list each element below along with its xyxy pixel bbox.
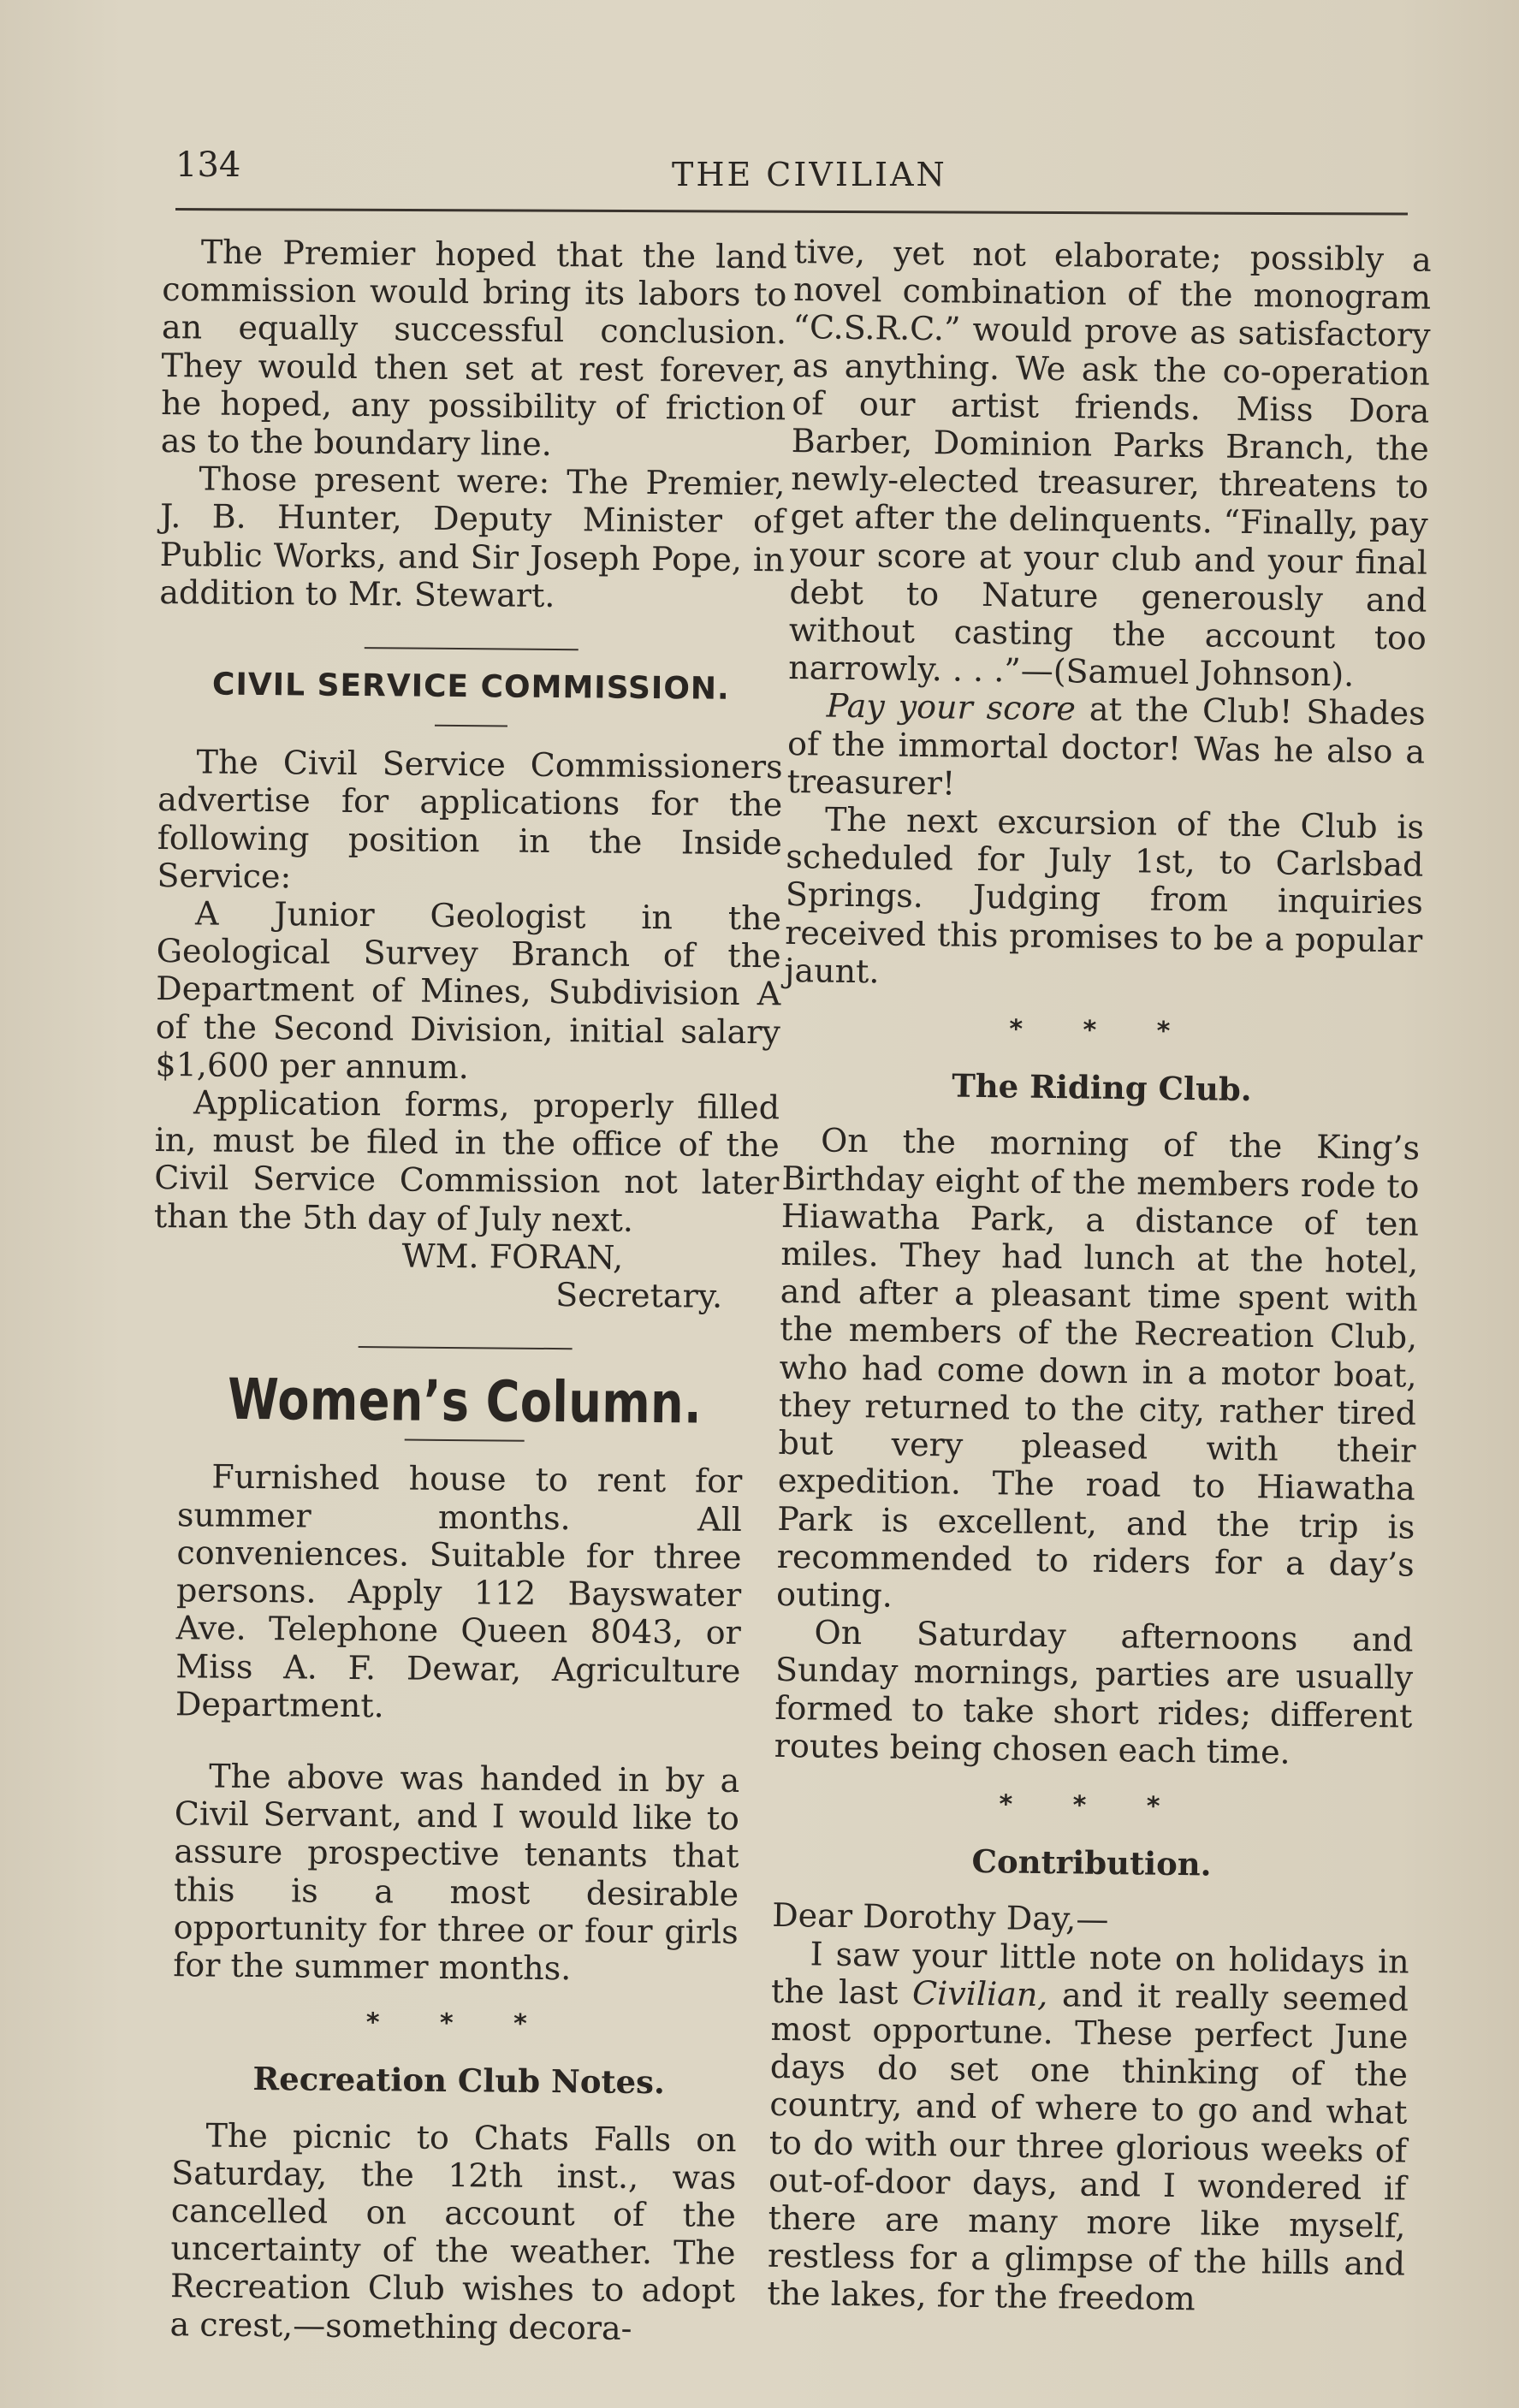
left-column (144, 233, 786, 2348)
section-heading: CIVIL SERVICE COMMISSION. (211, 667, 730, 707)
right-column (767, 233, 1432, 2321)
classified-ad (150, 1457, 777, 1728)
stars-divider: * * * (1009, 1014, 1196, 1047)
paragraph: The Premier hoped that the land commission would bring its labors to an equally successful conclusion. They would then set at rest forever, he hoped, any possibility of friction as to the boundary line. (160, 233, 787, 463)
recreation-notes (144, 2115, 770, 2348)
paragraph: The next excursion of the Club is scheduled for July 1st, to Carlsbad Springs. Judging from inquiries received this promises to be a popular jaunt. (784, 800, 1425, 991)
column-heading: Women’s Column. (227, 1366, 703, 1437)
paragraph: tive, yet not elaborate; possibly a novel combination of the monogram “C.S.R.C.” would prove as satisfactory as anything. We ask the co-operation of our artist friends. Miss Dora Barber, Dominion Parks Branch, the newly-elected treasurer, threatens to get after the delinquents. “Finally, pay your score at your club and your final debt to Nature generously and without casting the account too narrowly. . . .”—(Samuel Johnson). (788, 233, 1432, 694)
paragraph: Application forms, properly filled in, must be filed in the office of the Civil Service Commission not later than the 5th day of July next. (153, 1083, 780, 1239)
ad-text: Furnished house to rent for summer months. All conveniences. Suitable for three persons. Apply 112 Bayswater Ave. Telephone Queen 8043, or Miss A. F. Dewar, Agriculture Department. (175, 1458, 743, 1725)
text: I saw your little note on holidays in the last (770, 1934, 1409, 2012)
text: and it really seemed most opportune. These perfect June days do set one thinking of the country, and of where to go and what to do with our three glorious weeks of out-of-door days, and I wondered if there are many more like myself, restless for a glimpse of the hills and the lakes, for the freedom (767, 1975, 1409, 2318)
section-heading: The Riding Club. (951, 1066, 1252, 1109)
italic-text: Civilian, (911, 1973, 1048, 2014)
section-heading: Recreation Club Notes. (252, 2060, 666, 2102)
paragraph: The above was handed in by a Civil Servant, and I would like to assure prospective tenants that this is a most desirable opportunity for three or four girls for the summer months. (173, 1757, 740, 1988)
text: at the Club! Shades of the immortal doctor! Was he also a treasurer! (786, 690, 1426, 803)
salutation: Dear Dorothy Day,— (771, 1896, 1109, 1939)
paragraph: The Civil Service Commissioners advertise for applications for the following position in the Inside Service: (157, 743, 783, 896)
paragraph: The picnic to Chats Falls on Saturday, the 12th inst., was cancelled on account of the uncertainty of the weather. The Recreation Club wishes to adopt a crest,—something decora- (169, 2116, 737, 2347)
paragraph: Those present were: The Premier, J. B. Hunter, Deputy Minister of Public Works, and Sir Joseph Pope, in addition to Mr. Stewart. (159, 460, 786, 614)
page-number: 134 (175, 145, 241, 185)
section-heading: Contribution. (971, 1842, 1212, 1883)
signature-name: WM. FORAN, (401, 1237, 624, 1277)
comment-block (147, 1757, 774, 1990)
paragraph: On the morning of the King’s Birthday eight of the members rode to Hiawatha Park, a distance of ten miles. They had lunch at the hotel, and after a pleasant time spent with the members of the Recreation Club, who had come down in a motor boat, they returned to the city, rather tired but very pleased with their expedition. The road to Hiawatha Park is excellent, and the trip is recommended to riders for a day’s outing. (775, 1121, 1421, 1615)
stars-divider: * * * (365, 2008, 553, 2040)
italic-text: Pay your score (826, 686, 1077, 728)
running-title: THE CIVILIAN (672, 156, 947, 193)
paragraph (786, 686, 1426, 808)
paragraph (767, 1934, 1409, 2321)
paragraph: A Junior Geologist in the Geological Survey Branch of the Department of Mines, Subdivision A of the Second Division, initial salary $1,600 per annum. (155, 894, 782, 1087)
signature-title: Secretary. (555, 1276, 723, 1315)
page-header (175, 145, 1425, 214)
paragraph: On Saturday afternoons and Sunday mornings, parties are usually formed to take short rides; different routes being chosen each time. (774, 1613, 1414, 1771)
stars-divider: * * * (999, 1789, 1186, 1823)
